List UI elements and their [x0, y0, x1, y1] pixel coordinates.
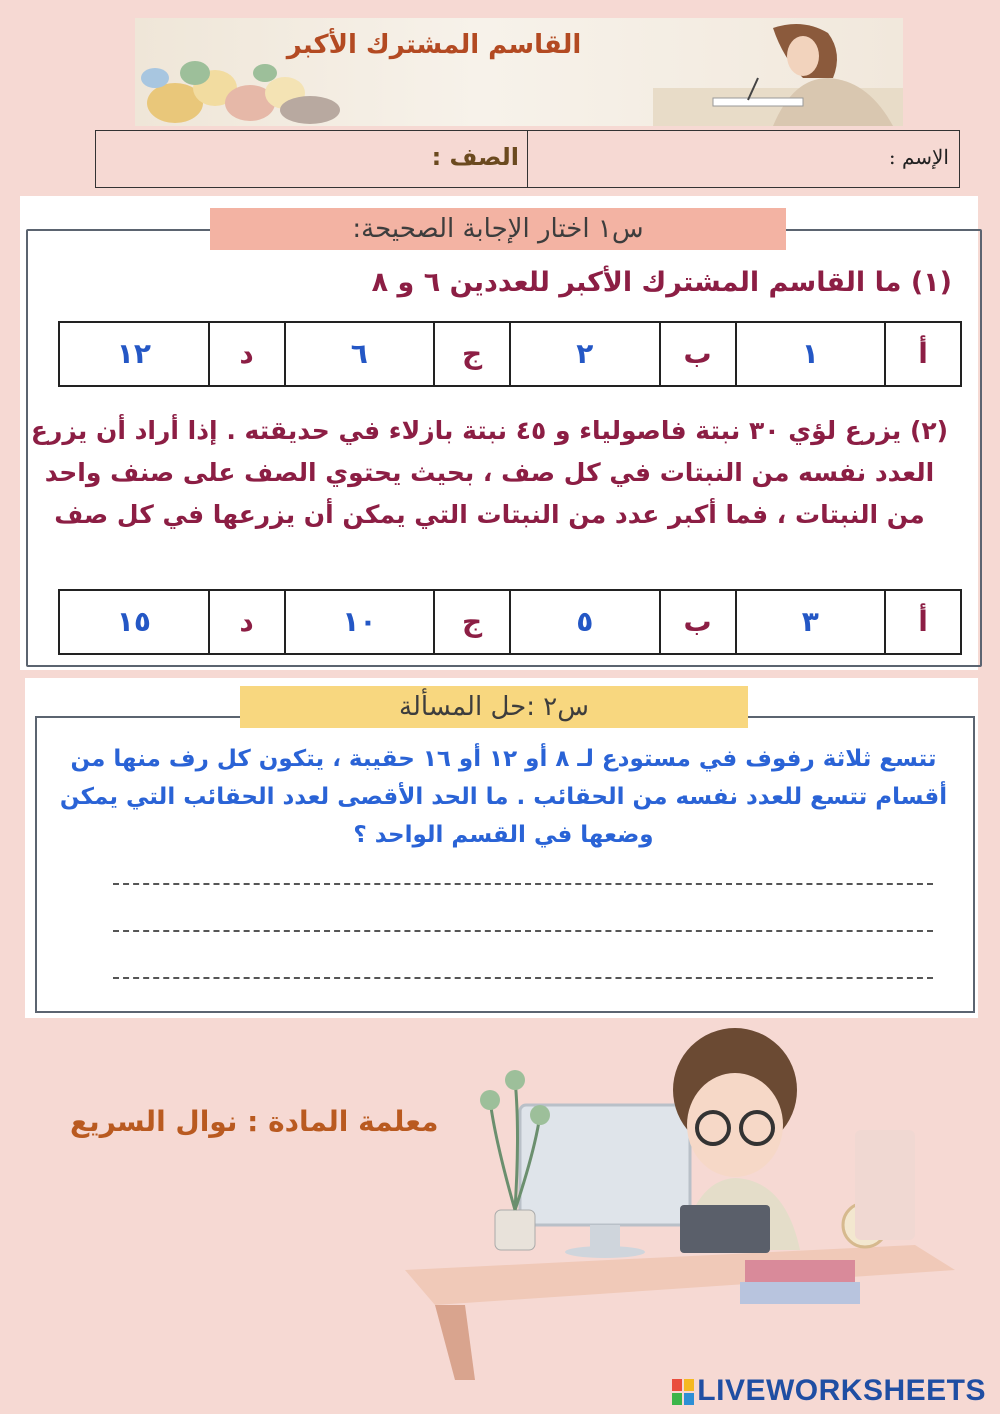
answer-option[interactable]: ٥ [509, 591, 659, 653]
teacher-name: معلمة المادة : نوال السريع [70, 1105, 439, 1138]
question-1-text: (١) ما القاسم المشترك الأكبر للعددين ٦ و ٨ [371, 267, 952, 298]
header-banner [135, 18, 903, 126]
option-letter: د [208, 323, 284, 385]
liveworksheets-logo[interactable] [672, 1374, 986, 1408]
woman-writing-illustration [653, 18, 903, 126]
answer-line[interactable] [113, 883, 933, 885]
answer-option[interactable]: ٦ [284, 323, 434, 385]
option-letter: أ [884, 591, 960, 653]
class-field[interactable] [96, 131, 527, 187]
name-field[interactable] [527, 131, 959, 187]
problem-text: تتسع ثلاثة رفوف في مستودع لـ ٨ أو ١٢ أو ١٦ حقيبة ، يتكون كل رف منها من أقسام تتسع للعدد نفسه من الحقائب . ما الحد الأقصى لعدد الحقائب التي يمكن وضعها في القسم الواحد ؟ [59, 746, 948, 848]
worksheet-title: القاسم المشترك الأكبر [286, 30, 582, 60]
student-info-row [95, 130, 960, 188]
question-2-text: (٢) يزرع لؤي ٣٠ نبتة فاصولياء و ٤٥ نبتة بازلاء في حديقته . إذا أراد أن يزرع العدد نفسه من النبتات في كل صف ، بحيث يحتوي الصف على صنف واحد من النبتات ، فما أكبر عدد من النبتات التي يمكن أن يزرعها في كل صف [30, 416, 949, 529]
option-letter: ج [433, 591, 509, 653]
question-1-options [58, 321, 962, 387]
liveworksheets-logo-icon [672, 1379, 694, 1405]
answer-option[interactable]: ١٠ [284, 591, 434, 653]
section2-heading: س٢ :حل المسألة [240, 686, 748, 728]
name-label: الإسم : [888, 145, 949, 169]
option-letter: ب [659, 323, 735, 385]
girl-at-computer-illustration [395, 1020, 995, 1380]
answer-option[interactable]: ١٢ [116, 337, 151, 370]
option-letter: ج [433, 323, 509, 385]
question-2-options [58, 589, 962, 655]
answer-line[interactable] [113, 977, 933, 979]
section1-heading: س١ اختار الإجابة الصحيحة: [210, 208, 786, 250]
option-letter: د [208, 591, 284, 653]
section-problem-solving [25, 678, 978, 1018]
liveworksheets-brand-text: LIVEWORKSHEETS [697, 1374, 986, 1407]
section-multiple-choice [20, 196, 978, 670]
class-label: الصف : [431, 143, 519, 171]
option-letter: أ [884, 323, 960, 385]
answer-line[interactable] [113, 930, 933, 932]
option-letter: ب [659, 591, 735, 653]
answer-option[interactable]: ٣ [735, 591, 885, 653]
answer-option[interactable]: ١ [735, 323, 885, 385]
answer-option[interactable]: ٢ [509, 323, 659, 385]
answer-option[interactable]: ١٥ [116, 605, 151, 638]
